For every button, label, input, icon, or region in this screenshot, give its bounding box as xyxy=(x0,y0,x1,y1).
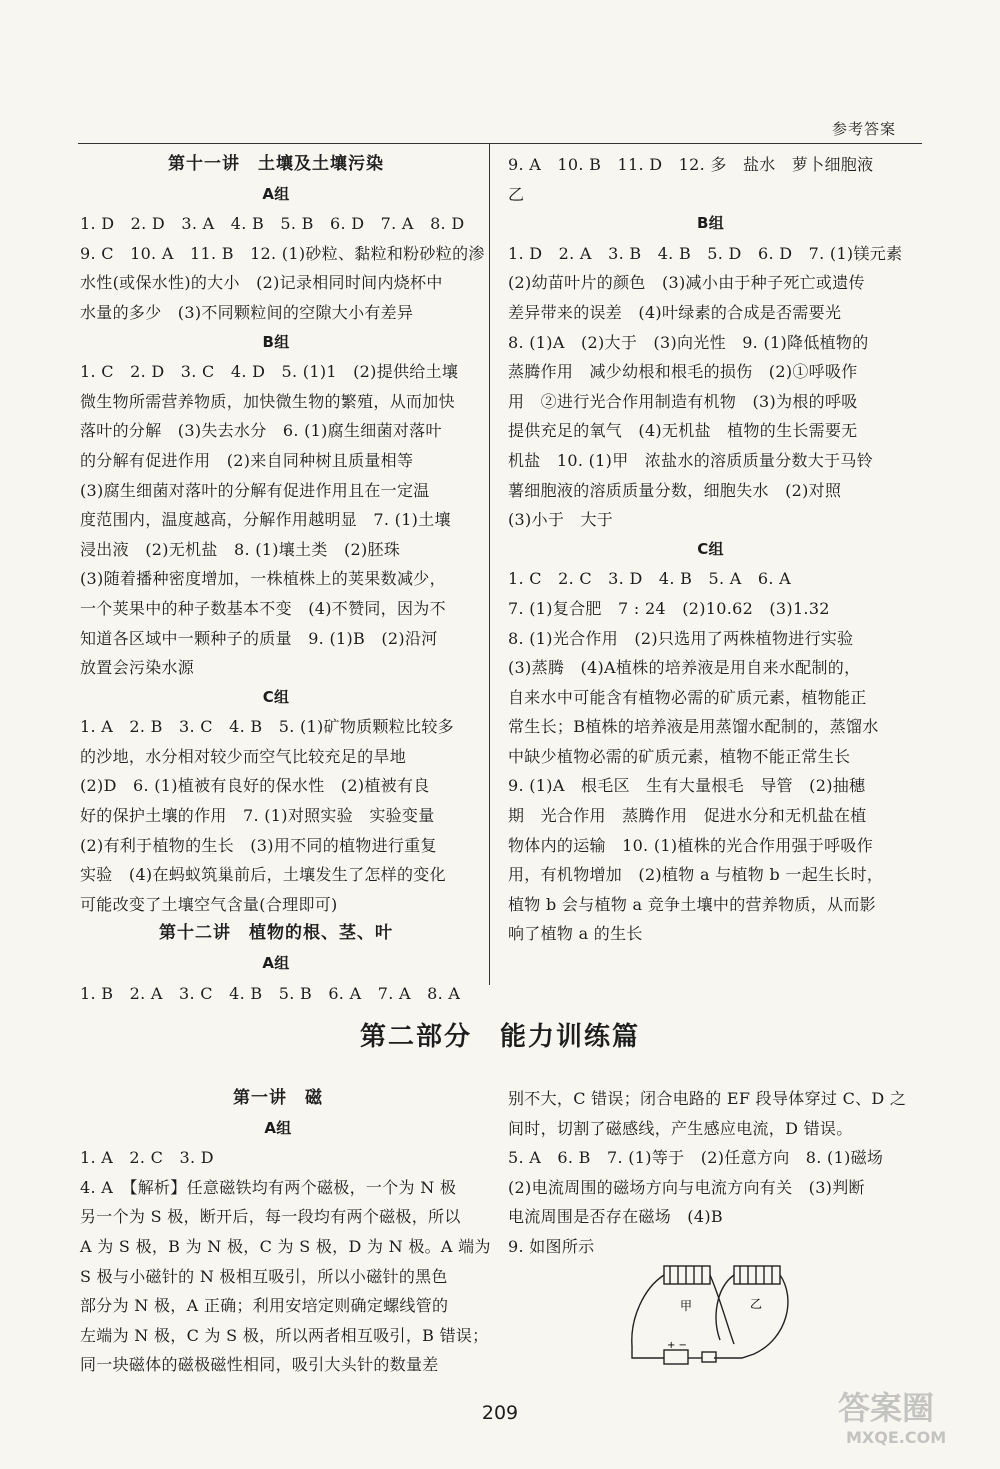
answer-line: (3)蒸腾 (4)A植株的培养液是用自来水配制的， xyxy=(508,658,861,678)
answers-column-left-top xyxy=(80,150,485,1008)
group-heading: A组 xyxy=(262,954,290,973)
answer-line: 9. C 10. A 11. B 12. (1)砂粒、黏粒和粉砂粒的渗 xyxy=(80,243,485,263)
answer-line: 同一块磁体的磁极磁性相同，吸引大头针的数量差 xyxy=(80,1355,439,1375)
answer-line: 1. D 2. A 3. B 4. B 5. D 6. D 7. (1)镁元素 xyxy=(508,243,903,263)
answer-line: 中缺少植物必需的矿质元素，植物不能正常生长 xyxy=(508,746,851,766)
answer-line: 知道各区域中一颗种子的质量 9. (1)B (2)沿河 xyxy=(80,628,438,648)
part-title: 第二部分 能力训练篇 xyxy=(359,1022,640,1052)
answers-column-right-bottom xyxy=(508,1084,913,1262)
answer-line: 浸出液 (2)无机盐 8. (1)壤土类 (2)胚珠 xyxy=(80,539,401,559)
answer-line: 1. C 2. D 3. C 4. D 5. (1)1 (2)提供给土壤 xyxy=(80,362,459,382)
answer-line: 自来水中可能含有植物必需的矿质元素，植物能正 xyxy=(508,687,867,707)
answer-line: 常生长；B植株的培养液是用蒸馏水配制的，蒸馏水 xyxy=(508,717,879,737)
header-rule xyxy=(78,143,922,144)
answer-line: 物体内的运输 10. (1)植株的光合作用强于呼吸作 xyxy=(508,835,873,855)
answer-line: (3)腐生细菌对落叶的分解有促进作用且在一定温 xyxy=(80,480,430,500)
group-heading: A组 xyxy=(264,1118,292,1137)
lecture-title: 第十二讲 植物的根、茎、叶 xyxy=(159,923,393,944)
answer-line: 可能改变了土壤空气含量(合理即可) xyxy=(80,894,338,914)
answer-line: 用，有机物增加 (2)植物 a 与植物 b 一起生长时， xyxy=(508,865,884,885)
answer-line: 放置会污染水源 xyxy=(80,658,195,678)
answer-line: 落叶的分解 (3)失去水分 6. (1)腐生细菌对落叶 xyxy=(80,421,442,441)
answer-line: 9. 如图所示 xyxy=(508,1236,595,1256)
answer-line: A 为 S 极，B 为 N 极，C 为 S 极，D 为 N 极。A 端为 xyxy=(80,1236,491,1256)
lecture-title: 第十一讲 土壤及土壤污染 xyxy=(168,154,384,174)
answer-line: 的分解有促进作用 (2)来自同种树且质量相等 xyxy=(80,450,414,470)
answer-line: 度范围内，温度越高，分解作用越明显 7. (1)土壤 xyxy=(80,510,451,530)
answer-line: 的沙地，水分相对较少而空气比较充足的旱地 xyxy=(80,746,407,766)
answer-line: 响了植物 a 的生长 xyxy=(508,924,643,944)
answer-line: 部分为 N 极，A 正确；利用安培定则确定螺线管的 xyxy=(80,1296,449,1316)
answer-line: 蒸腾作用 减少幼根和根毛的损伤 (2)①呼吸作 xyxy=(508,362,858,382)
answers-column-left-bottom xyxy=(80,1084,491,1380)
watermark-url: MXQE.COM xyxy=(846,1428,947,1447)
answer-line: 水量的多少 (3)不同颗粒间的空隙大小有差异 xyxy=(80,302,414,322)
answer-line: (2)有利于植物的生长 (3)用不同的植物进行重复 xyxy=(80,835,437,855)
wire xyxy=(716,1275,734,1340)
answers-column-right-top xyxy=(508,150,913,949)
answer-line: (3)小于 大于 xyxy=(508,510,614,530)
answer-line: 微生物所需营养物质，加快微生物的繁殖，从而加快 xyxy=(80,391,455,411)
answer-line: 期 光合作用 蒸腾作用 促进水分和无机盐在植 xyxy=(508,806,867,826)
header-label: 参考答案 xyxy=(831,120,896,138)
answer-line: 1. A 2. C 3. D xyxy=(80,1148,214,1168)
answer-line: 机盐 10. (1)甲 浓盐水的溶质质量分数大于马铃 xyxy=(508,450,873,470)
answer-line: (2)幼苗叶片的颜色 (3)减小由于种子死亡或遗传 xyxy=(508,273,865,293)
answer-line: 1. C 2. C 3. D 4. B 5. A 6. A xyxy=(508,569,791,589)
answer-line: 植物 b 会与植物 a 竞争土壤中的营养物质，从而影 xyxy=(508,894,876,914)
answer-line: 薯细胞液的溶质质量分数，细胞失水 (2)对照 xyxy=(508,480,842,500)
coil-yi xyxy=(734,1266,780,1284)
wire xyxy=(632,1275,664,1358)
answer-line: 电流周围是否存在磁场 (4)B xyxy=(508,1207,723,1227)
answer-line: 用 ②进行光合作用制造有机物 (3)为根的呼吸 xyxy=(508,391,858,411)
circuit-diagram xyxy=(624,1258,800,1368)
battery xyxy=(664,1350,688,1364)
answer-line: 差异带来的误差 (4)叶绿素的合成是否需要光 xyxy=(508,302,842,322)
answer-line: S 极与小磁针的 N 极相互吸引，所以小磁针的黑色 xyxy=(80,1266,448,1286)
answer-line: 别不大，C 错误；闭合电路的 EF 段导体穿过 C、D 之 xyxy=(508,1089,907,1108)
watermark-logo xyxy=(832,1381,982,1449)
answer-line: 1. D 2. D 3. A 4. B 5. B 6. D 7. A 8. D xyxy=(80,214,465,234)
lecture-title: 第一讲 磁 xyxy=(233,1088,323,1108)
answer-line: 提供充足的氧气 (4)无机盐 植物的生长需要无 xyxy=(508,421,858,441)
answer-line: 8. (1)A (2)大于 (3)向光性 9. (1)降低植物的 xyxy=(508,332,869,352)
answer-line: 1. B 2. A 3. C 4. B 5. B 6. A 7. A 8. A xyxy=(80,983,461,1003)
switch xyxy=(702,1352,716,1362)
answer-line: 实验 (4)在蚂蚁筑巢前后，土壤发生了怎样的变化 xyxy=(80,865,446,885)
answer-line: 水性(或保水性)的大小 (2)记录相同时间内烧杯中 xyxy=(80,273,443,293)
group-heading: A组 xyxy=(262,184,290,203)
answer-line: 一个荚果中的种子数基本不变 (4)不赞同，因为不 xyxy=(80,598,446,618)
group-heading: C组 xyxy=(697,539,724,558)
answer-line: 9. A 10. B 11. D 12. 多 盐水 萝卜细胞液 xyxy=(508,155,874,174)
battery-label: + − xyxy=(667,1340,687,1351)
column-divider xyxy=(489,143,490,985)
group-heading: B组 xyxy=(696,214,725,233)
answer-line: 左端为 N 极，C 为 S 极，所以两者相互吸引，B 错误； xyxy=(80,1325,489,1345)
answer-line: 9. (1)A 根毛区 生有大量根毛 导管 (2)抽穗 xyxy=(508,776,866,796)
answer-line: (3)随着播种密度增加，一株植株上的荚果数减少， xyxy=(80,569,446,589)
answer-line: 好的保护土壤的作用 7. (1)对照实验 实验变量 xyxy=(80,806,435,826)
label-yi: 乙 xyxy=(750,1297,763,1311)
group-heading: C组 xyxy=(262,687,290,706)
page-number: 209 xyxy=(481,1402,519,1424)
answer-line: (2)D 6. (1)植被有良好的保水性 (2)植被有良 xyxy=(80,776,430,796)
answer-line: 另一个为 S 极，断开后，每一段均有两个磁极，所以 xyxy=(80,1207,461,1227)
answer-line: 5. A 6. B 7. (1)等于 (2)任意方向 8. (1)磁场 xyxy=(508,1148,884,1168)
answer-line: 1. A 2. B 3. C 4. B 5. (1)矿物质颗粒比较多 xyxy=(80,717,454,737)
watermark-text: 答案圈 xyxy=(838,1389,935,1427)
answer-line: 乙 xyxy=(508,184,525,204)
answer-line: 间时，切割了磁感线，产生感应电流，D 错误。 xyxy=(508,1118,853,1138)
answer-line: 8. (1)光合作用 (2)只选用了两株植物进行实验 xyxy=(508,628,854,648)
coil-jia xyxy=(664,1266,710,1284)
group-heading: B组 xyxy=(262,332,290,351)
wire xyxy=(710,1275,734,1344)
answer-line: (2)电流周围的磁场方向与电流方向有关 (3)判断 xyxy=(508,1177,865,1197)
answer-line: 4. A 【解析】任意磁铁均有两个磁极，一个为 N 极 xyxy=(80,1177,457,1197)
label-jia: 甲 xyxy=(680,1299,693,1313)
answer-line: 7. (1)复合肥 7 : 24 (2)10.62 (3)1.32 xyxy=(508,598,830,618)
